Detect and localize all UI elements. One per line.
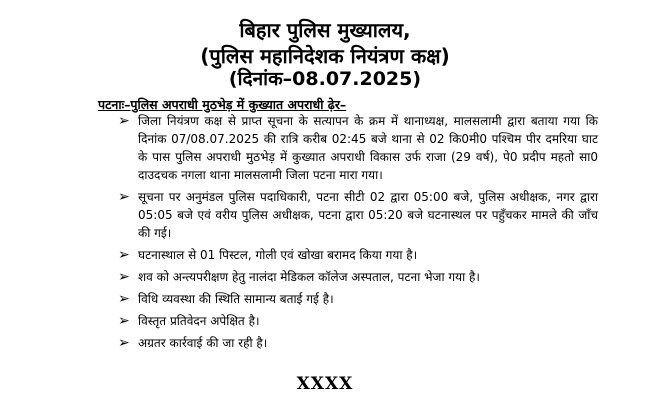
header-title: बिहार पुलिस मुख्यालय, — [239, 18, 411, 42]
arrow-icon: ➢ — [118, 313, 130, 329]
arrow-icon: ➢ — [118, 247, 130, 263]
list-item — [118, 334, 598, 352]
header-subtitle: (पुलिस महानिदेशक नियंत्रण कक्ष) — [200, 44, 450, 68]
footer-mark: XXXX — [296, 374, 354, 394]
list-item — [118, 246, 598, 264]
list-item — [118, 268, 598, 286]
list-item-text: जिला नियंत्रण कक्ष से प्राप्त सूचना के सत्यापन के क्रम में थानाध्यक्ष, मालसलामी द्वारा बताया गया कि दिनांक 07/08.07.2025 की रात्रि करीब 02:45 बजे थाना से 02 कि0मी0 पश्चिम पीर दमरिया घाट के पास पुलिस अपराधी मुठभेड़ में कुख्यात अपराधी विकास उर्फ राजा (29 वर्ष), पे0 प्रदीप महतो सा0 दाउदचक नगला थाना मालसलामी जिला पटना मारा गया। — [138, 114, 598, 182]
subject-line: पटनाः–पुलिस अपराधी मुठभेड़ में कुख्यात अपराधी ढ़ेर– — [98, 97, 347, 112]
header-date: (दिनांक–08.07.2025) — [228, 68, 422, 90]
list-item-text: विस्तृत प्रतिवेदन अपेक्षित है। — [138, 314, 260, 328]
list-item-text: शव को अन्त्यपरीक्षण हेतु नालंदा मेडिकल कॉलेज अस्पताल, पटना भेजा गया है। — [138, 270, 480, 284]
list-item — [118, 290, 598, 308]
list-item — [118, 188, 598, 242]
bullet-list — [118, 112, 598, 356]
arrow-icon: ➢ — [118, 335, 130, 351]
list-item-text: घटनास्थाल से 01 पिस्टल, गोली एवं खोखा बरामद किया गया है। — [138, 248, 418, 262]
arrow-icon: ➢ — [118, 189, 130, 205]
arrow-icon: ➢ — [118, 113, 130, 129]
list-item — [118, 112, 598, 184]
list-item-text: सूचना पर अनुमंडल पुलिस पदाधिकारी, पटना सीटी 02 द्वारा 05:00 बजे, पुलिस अधीक्षक, नगर द्वारा 05:05 बजे एवं वरीय पुलिस अधीक्षक, पटना द्वारा 05:20 बजे घटनास्थल पर पहुँचकर मामले की जाँच की गई। — [138, 190, 598, 240]
list-item — [118, 312, 598, 330]
arrow-icon: ➢ — [118, 269, 130, 285]
list-item-text: अग्रतर कार्रवाई की जा रही है। — [138, 336, 268, 350]
arrow-icon: ➢ — [118, 291, 130, 307]
list-item-text: विधि व्यवस्था की स्थिति सामान्य बताई गई है। — [138, 292, 334, 306]
